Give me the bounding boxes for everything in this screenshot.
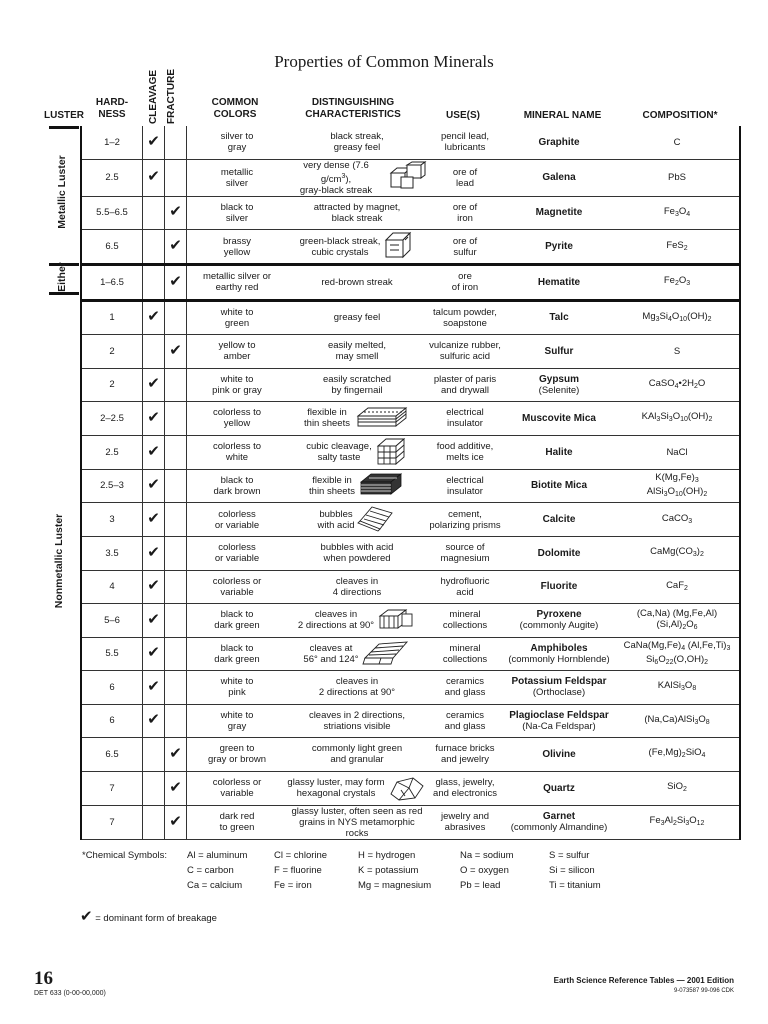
mineral-name-cell bbox=[503, 671, 615, 705]
mineral-name: Gypsum bbox=[538, 373, 579, 385]
legend-column bbox=[187, 848, 247, 893]
mineral-variety: (Selenite) bbox=[538, 384, 580, 396]
cleavage-cell bbox=[143, 230, 165, 265]
mineral-name: Calcite bbox=[542, 514, 576, 526]
distinguishing-cell: bubbles with acid when powdered bbox=[287, 537, 427, 571]
legend-column bbox=[274, 848, 327, 893]
mineral-name-cell bbox=[503, 738, 615, 772]
mineral-variety: (commonly Almandine) bbox=[510, 822, 608, 834]
composition-cell: $KAlSi_3O_8$ bbox=[615, 671, 740, 705]
fracture-cell bbox=[165, 402, 187, 436]
fracture-cell bbox=[165, 805, 187, 839]
uses-cell: vulcanize rubber, sulfuric acid bbox=[427, 335, 503, 369]
mineral-name-cell bbox=[503, 230, 615, 265]
mineral-row bbox=[81, 469, 740, 503]
uses-cell: plaster of paris and drywall bbox=[427, 368, 503, 402]
mineral-name: Halite bbox=[545, 446, 573, 458]
checkmark-icon: ✔ bbox=[169, 778, 182, 796]
mineral-row bbox=[81, 604, 740, 638]
uses-cell: ore of iron bbox=[427, 265, 503, 301]
mineral-row bbox=[81, 435, 740, 469]
distinguishing-cell: black streak, greasy feel bbox=[287, 126, 427, 159]
cleavage-cell bbox=[143, 671, 165, 705]
cleavage-cell bbox=[143, 805, 165, 839]
colors-cell: colorless or variable bbox=[187, 570, 288, 604]
mineral-name-cell bbox=[503, 469, 615, 503]
legend-item: Na = sodium bbox=[460, 850, 514, 861]
cleavage-cell bbox=[143, 637, 165, 671]
mineral-name-cell bbox=[503, 704, 615, 738]
page-title: Properties of Common Minerals bbox=[274, 52, 494, 71]
checkmark-icon: ✔ bbox=[169, 812, 182, 830]
cleavage-cell bbox=[143, 196, 165, 230]
mineral-name: Olivine bbox=[542, 748, 576, 760]
pyroxene-crystal-icon bbox=[376, 606, 416, 635]
colors-cell: white to pink bbox=[187, 671, 288, 705]
checkmark-icon: ✔ bbox=[169, 744, 182, 762]
mineral-name-cell bbox=[503, 637, 615, 671]
legend-item: H = hydrogen bbox=[358, 850, 416, 861]
mineral-name: Hematite bbox=[537, 276, 581, 288]
mineral-row bbox=[81, 300, 740, 335]
uses-cell: ore of sulfur bbox=[427, 230, 503, 265]
composition-cell: SiO$_2$ bbox=[615, 771, 740, 805]
header-distinguishing: DISTINGUISHING CHARACTERISTICS bbox=[305, 97, 401, 120]
uses-cell: ceramics and glass bbox=[427, 704, 503, 738]
distinguishing-cell: flexible in thin sheets bbox=[287, 402, 427, 436]
legend-column bbox=[460, 848, 514, 893]
cleavage-cell bbox=[143, 503, 165, 537]
distinguishing-cell: glassy luster, often seen as red grains in NYS metamorphic rocks bbox=[287, 805, 427, 839]
fracture-cell bbox=[165, 196, 187, 230]
pyrite-crystal-icon bbox=[382, 230, 414, 263]
legend-column bbox=[549, 848, 601, 893]
uses-cell: jewelry and abrasives bbox=[427, 805, 503, 839]
fracture-cell bbox=[165, 771, 187, 805]
colors-cell: colorless to yellow bbox=[187, 402, 288, 436]
fracture-cell bbox=[165, 265, 187, 301]
composition-cell: NaCl bbox=[615, 435, 740, 469]
uses-cell: ceramics and glass bbox=[427, 671, 503, 705]
hardness-cell: 7 bbox=[81, 805, 143, 839]
fracture-cell bbox=[165, 570, 187, 604]
header-colors: COMMON COLORS bbox=[211, 97, 259, 120]
composition-cell: $Fe_2O_3$ bbox=[615, 265, 740, 301]
mineral-name: Biotite Mica bbox=[530, 480, 588, 492]
checkmark-icon: ✔ bbox=[147, 543, 160, 561]
mineral-name: Plagioclase Feldspar bbox=[509, 709, 609, 721]
mineral-name-cell bbox=[503, 771, 615, 805]
cleavage-cell bbox=[143, 159, 165, 196]
galena-crystal-icon bbox=[387, 161, 427, 194]
cleavage-cell bbox=[143, 570, 165, 604]
checkmark-icon: ✔ bbox=[147, 577, 160, 595]
distinguishing-cell: very dense (7.6 $g/cm^3$), gray-black streak bbox=[287, 159, 427, 196]
cleavage-cell bbox=[143, 335, 165, 369]
colors-cell: colorless or variable bbox=[187, 503, 288, 537]
legend-item: O = oxygen bbox=[460, 865, 509, 876]
footer-title: Earth Science Reference Tables — 2001 Edition bbox=[553, 976, 734, 985]
composition-cell: $Fe_3O_4$ bbox=[615, 196, 740, 230]
mineral-row bbox=[81, 159, 740, 196]
hardness-cell: 5.5–6.5 bbox=[81, 196, 143, 230]
mineral-row bbox=[81, 126, 740, 159]
checkmark-icon: ✔ bbox=[169, 272, 182, 290]
distinguishing-cell: attracted by magnet, black streak bbox=[287, 196, 427, 230]
uses-cell: food additive, melts ice bbox=[427, 435, 503, 469]
composition-cell: C bbox=[615, 126, 740, 159]
fracture-cell bbox=[165, 738, 187, 772]
cleavage-cell bbox=[143, 368, 165, 402]
mineral-name: Amphiboles bbox=[530, 642, 588, 654]
hardness-cell: 6 bbox=[81, 704, 143, 738]
cleavage-cell bbox=[143, 300, 165, 335]
hardness-cell: 2 bbox=[81, 368, 143, 402]
colors-cell: white to gray bbox=[187, 704, 288, 738]
cleavage-cell bbox=[143, 604, 165, 638]
checkmark-icon: ✔ bbox=[147, 711, 160, 729]
cleavage-cell bbox=[143, 738, 165, 772]
mineral-name-cell bbox=[503, 537, 615, 571]
distinguishing-cell: cubic cleavage, salty taste bbox=[287, 435, 427, 469]
mineral-variety: (Na-Ca Feldspar) bbox=[522, 720, 596, 732]
hardness-cell: 7 bbox=[81, 771, 143, 805]
legend-item: Fe = iron bbox=[274, 880, 312, 891]
colors-cell: metallic silver or earthy red bbox=[187, 265, 288, 301]
mineral-name: Talc bbox=[549, 312, 569, 324]
minerals-table bbox=[80, 126, 741, 840]
checkmark-icon: ✔ bbox=[169, 203, 182, 221]
legend-item: Pb = lead bbox=[460, 880, 501, 891]
checkmark-icon: ✔ bbox=[147, 442, 160, 460]
composition-cell: $Mg_3Si_4O_{10}(OH)_2$ bbox=[615, 300, 740, 335]
composition-cell: $CaSO_4•2H_2O$ bbox=[615, 368, 740, 402]
composition-cell: $K(Mg,Fe)_3$ $AlSi_3O_{10}(OH)_2$ bbox=[615, 469, 740, 503]
colors-cell: colorless or variable bbox=[187, 537, 288, 571]
checkmark-icon: ✔ bbox=[147, 375, 160, 393]
group-label-nonmetallic: Nonmetallic Luster bbox=[53, 513, 65, 609]
colors-cell: brassy yellow bbox=[187, 230, 288, 265]
mineral-name: Quartz bbox=[543, 782, 575, 794]
breakage-footnote bbox=[80, 907, 217, 925]
mineral-name: Magnetite bbox=[535, 207, 583, 219]
legend-item: S = sulfur bbox=[549, 850, 590, 861]
hardness-cell: 5.5 bbox=[81, 637, 143, 671]
mineral-row bbox=[81, 570, 740, 604]
composition-cell: CaF$_2$ bbox=[615, 570, 740, 604]
mineral-row bbox=[81, 738, 740, 772]
halite-cube-icon bbox=[374, 436, 408, 469]
mineral-name-cell bbox=[503, 503, 615, 537]
uses-cell: electrical insulator bbox=[427, 469, 503, 503]
mineral-name: Sulfur bbox=[544, 345, 574, 357]
mineral-name-cell bbox=[503, 368, 615, 402]
mineral-name-cell bbox=[503, 435, 615, 469]
mineral-row bbox=[81, 335, 740, 369]
distinguishing-cell: cleaves in 4 directions bbox=[287, 570, 427, 604]
legend-item: Mg = magnesium bbox=[358, 880, 432, 891]
header-hardness: HARD- NESS bbox=[95, 97, 129, 120]
fracture-cell bbox=[165, 230, 187, 265]
mineral-row bbox=[81, 196, 740, 230]
hardness-cell: 2.5 bbox=[81, 159, 143, 196]
hardness-cell: 6.5 bbox=[81, 738, 143, 772]
colors-cell: colorless or variable bbox=[187, 771, 288, 805]
legend-item: C = carbon bbox=[187, 865, 234, 876]
checkmark-icon: ✔ bbox=[169, 341, 182, 359]
colors-cell: silver to gray bbox=[187, 126, 288, 159]
distinguishing-cell: green-black streak, cubic crystals bbox=[287, 230, 427, 265]
quartz-crystal-icon bbox=[387, 772, 427, 805]
header-luster: LUSTER bbox=[44, 110, 84, 121]
checkmark-icon: ✔ bbox=[147, 610, 160, 628]
colors-cell: dark red to green bbox=[187, 805, 288, 839]
hardness-cell: 1–6.5 bbox=[81, 265, 143, 301]
colors-cell: green to gray or brown bbox=[187, 738, 288, 772]
mineral-row bbox=[81, 771, 740, 805]
composition-cell: $(Na,Ca)AlSi_3O_8$ bbox=[615, 704, 740, 738]
legend-item: Si = silicon bbox=[549, 865, 595, 876]
mineral-row bbox=[81, 402, 740, 436]
legend-item: F = fluorine bbox=[274, 865, 322, 876]
mineral-row bbox=[81, 265, 740, 301]
distinguishing-cell: cleaves in 2 directions, striations visible bbox=[287, 704, 427, 738]
uses-cell: cement, polarizing prisms bbox=[427, 503, 503, 537]
hardness-cell: 5–6 bbox=[81, 604, 143, 638]
mica-sheets-icon bbox=[352, 404, 410, 433]
uses-cell: ore of lead bbox=[427, 159, 503, 196]
group-label-either: Either bbox=[56, 262, 68, 292]
calcite-rhomb-icon bbox=[356, 503, 396, 536]
colors-cell: white to pink or gray bbox=[187, 368, 288, 402]
mineral-name-cell bbox=[503, 196, 615, 230]
colors-cell: metallic silver bbox=[187, 159, 288, 196]
hardness-cell: 6 bbox=[81, 671, 143, 705]
mineral-name: Fluorite bbox=[540, 581, 578, 593]
composition-cell: PbS bbox=[615, 159, 740, 196]
amphibole-crystal-icon bbox=[361, 638, 411, 669]
uses-cell: mineral collections bbox=[427, 637, 503, 671]
checkmark-icon: ✔ bbox=[147, 408, 160, 426]
fracture-cell bbox=[165, 637, 187, 671]
uses-cell: source of magnesium bbox=[427, 537, 503, 571]
mineral-name-cell bbox=[503, 604, 615, 638]
mineral-row bbox=[81, 230, 740, 265]
distinguishing-cell: red-brown streak bbox=[287, 265, 427, 301]
cleavage-cell bbox=[143, 771, 165, 805]
composition-cell: (Ca,Na) (Mg,Fe,Al) $(Si,Al)_2O_6$ bbox=[615, 604, 740, 638]
checkmark-icon: ✔ bbox=[147, 644, 160, 662]
mineral-row bbox=[81, 537, 740, 571]
hardness-cell: 6.5 bbox=[81, 230, 143, 265]
fracture-cell bbox=[165, 126, 187, 159]
checkmark-icon: ✔ bbox=[147, 476, 160, 494]
header-cleavage: CLEAVAGE bbox=[148, 69, 159, 124]
fracture-cell bbox=[165, 159, 187, 196]
colors-cell: black to dark brown bbox=[187, 469, 288, 503]
mineral-row bbox=[81, 805, 740, 839]
mineral-name-cell bbox=[503, 335, 615, 369]
fracture-cell bbox=[165, 503, 187, 537]
uses-cell: glass, jewelry, and electronics bbox=[427, 771, 503, 805]
distinguishing-cell: greasy feel bbox=[287, 300, 427, 335]
uses-cell: electrical insulator bbox=[427, 402, 503, 436]
fracture-cell bbox=[165, 537, 187, 571]
page-number: 16 bbox=[34, 968, 53, 989]
distinguishing-cell: easily melted, may smell bbox=[287, 335, 427, 369]
composition-cell: $CaNa(Mg,Fe)_4$ $(Al,Fe,Ti)_3$ $Si_6O_{22}(O,OH)_2$ bbox=[615, 637, 740, 671]
mineral-name: Dolomite bbox=[537, 547, 581, 559]
hardness-cell: 2–2.5 bbox=[81, 402, 143, 436]
mineral-name: Graphite bbox=[538, 136, 580, 148]
uses-cell: furnace bricks and jewelry bbox=[427, 738, 503, 772]
checkmark-icon: ✔ bbox=[147, 308, 160, 326]
mineral-name-cell bbox=[503, 402, 615, 436]
checkmark-icon: ✔ bbox=[147, 510, 160, 528]
hardness-cell: 2 bbox=[81, 335, 143, 369]
colors-cell: black to dark green bbox=[187, 637, 288, 671]
hardness-cell: 3.5 bbox=[81, 537, 143, 571]
composition-cell: FeS$_2$ bbox=[615, 230, 740, 265]
distinguishing-cell: glassy luster, may form hexagonal crystals bbox=[287, 771, 427, 805]
header-uses: USE(S) bbox=[446, 110, 480, 121]
fracture-cell bbox=[165, 435, 187, 469]
header-mineral-name: MINERAL NAME bbox=[523, 110, 602, 121]
composition-cell: $Fe_3Al_2Si_3O_{12}$ bbox=[615, 805, 740, 839]
header-composition: COMPOSITION* bbox=[642, 110, 718, 121]
mineral-row bbox=[81, 704, 740, 738]
hardness-cell: 2.5 bbox=[81, 435, 143, 469]
footnote-text: = dominant form of breakage bbox=[95, 913, 217, 924]
distinguishing-cell: cleaves in 2 directions at 90° bbox=[287, 604, 427, 638]
composition-cell: $CaMg(CO_3)_2$ bbox=[615, 537, 740, 571]
group-label-metallic: Metallic Luster bbox=[56, 155, 68, 229]
distinguishing-cell: flexible in thin sheets bbox=[287, 469, 427, 503]
distinguishing-cell: bubbles with acid bbox=[287, 503, 427, 537]
legend-label: *Chemical Symbols: bbox=[82, 850, 167, 861]
header-fracture: FRACTURE bbox=[166, 69, 177, 124]
distinguishing-cell: easily scratched by fingernail bbox=[287, 368, 427, 402]
mineral-name-cell bbox=[503, 805, 615, 839]
mineral-variety: (Orthoclase) bbox=[532, 687, 586, 699]
cleavage-cell bbox=[143, 704, 165, 738]
mineral-name: Muscovite Mica bbox=[522, 412, 596, 424]
footer-code: 9-073587 99-096 CDK bbox=[673, 988, 734, 994]
colors-cell: white to green bbox=[187, 300, 288, 335]
cleavage-cell bbox=[143, 537, 165, 571]
distinguishing-cell: cleaves at 56° and 124° bbox=[287, 637, 427, 671]
colors-cell: black to dark green bbox=[187, 604, 288, 638]
mineral-name-cell bbox=[503, 300, 615, 335]
fracture-cell bbox=[165, 704, 187, 738]
mineral-row bbox=[81, 503, 740, 537]
colors-cell: black to silver bbox=[187, 196, 288, 230]
mineral-name: Potassium Feldspar bbox=[511, 676, 607, 688]
biotite-sheets-icon bbox=[357, 470, 405, 501]
cleavage-cell bbox=[143, 435, 165, 469]
mineral-name-cell bbox=[503, 570, 615, 604]
composition-cell: $KAl_3Si_3O_{10}(OH)_2$ bbox=[615, 402, 740, 436]
colors-cell: colorless to white bbox=[187, 435, 288, 469]
cleavage-cell bbox=[143, 126, 165, 159]
distinguishing-cell: commonly light green and granular bbox=[287, 738, 427, 772]
checkmark-icon: ✔ bbox=[147, 677, 160, 695]
hardness-cell: 3 bbox=[81, 503, 143, 537]
legend-item: Cl = chlorine bbox=[274, 850, 328, 861]
fracture-cell bbox=[165, 335, 187, 369]
legend-item: Al = aluminum bbox=[187, 850, 248, 861]
distinguishing-cell: cleaves in 2 directions at 90° bbox=[287, 671, 427, 705]
composition-cell: S bbox=[615, 335, 740, 369]
checkmark-icon: ✔ bbox=[147, 168, 160, 186]
mineral-name: Pyroxene bbox=[536, 609, 582, 621]
mineral-variety: (commonly Hornblende) bbox=[508, 653, 610, 665]
hardness-cell: 2.5–3 bbox=[81, 469, 143, 503]
det-code: DET 633 (0-00-00,000) bbox=[34, 990, 106, 997]
uses-cell: mineral collections bbox=[427, 604, 503, 638]
colors-cell: yellow to amber bbox=[187, 335, 288, 369]
legend-item: Ca = calcium bbox=[187, 880, 243, 891]
mineral-name-cell bbox=[503, 126, 615, 159]
cleavage-cell bbox=[143, 265, 165, 301]
fracture-cell bbox=[165, 604, 187, 638]
checkmark-icon: ✔ bbox=[80, 908, 93, 925]
mineral-name: Galena bbox=[542, 172, 576, 184]
fracture-cell bbox=[165, 671, 187, 705]
legend-item: K = potassium bbox=[358, 865, 419, 876]
composition-cell: $(Fe,Mg)_2SiO_4$ bbox=[615, 738, 740, 772]
mineral-name: Pyrite bbox=[545, 241, 573, 253]
fracture-cell bbox=[165, 300, 187, 335]
mineral-name-cell bbox=[503, 265, 615, 301]
mineral-row bbox=[81, 671, 740, 705]
hardness-cell: 4 bbox=[81, 570, 143, 604]
mineral-row bbox=[81, 368, 740, 402]
cleavage-cell bbox=[143, 469, 165, 503]
checkmark-icon: ✔ bbox=[169, 237, 182, 255]
checkmark-icon: ✔ bbox=[147, 132, 160, 150]
composition-cell: CaCO$_3$ bbox=[615, 503, 740, 537]
hardness-cell: 1–2 bbox=[81, 126, 143, 159]
fracture-cell bbox=[165, 469, 187, 503]
hardness-cell: 1 bbox=[81, 300, 143, 335]
uses-cell: talcum powder, soapstone bbox=[427, 300, 503, 335]
mineral-name: Garnet bbox=[542, 811, 576, 823]
uses-cell: hydrofluoric acid bbox=[427, 570, 503, 604]
uses-cell: ore of iron bbox=[427, 196, 503, 230]
mineral-variety: (commonly Augite) bbox=[519, 620, 599, 632]
fracture-cell bbox=[165, 368, 187, 402]
mineral-row bbox=[81, 637, 740, 671]
legend-column bbox=[358, 848, 431, 893]
cleavage-cell bbox=[143, 402, 165, 436]
legend-item: Ti = titanium bbox=[549, 880, 601, 891]
mineral-name-cell bbox=[503, 159, 615, 196]
uses-cell: pencil lead, lubricants bbox=[427, 126, 503, 159]
